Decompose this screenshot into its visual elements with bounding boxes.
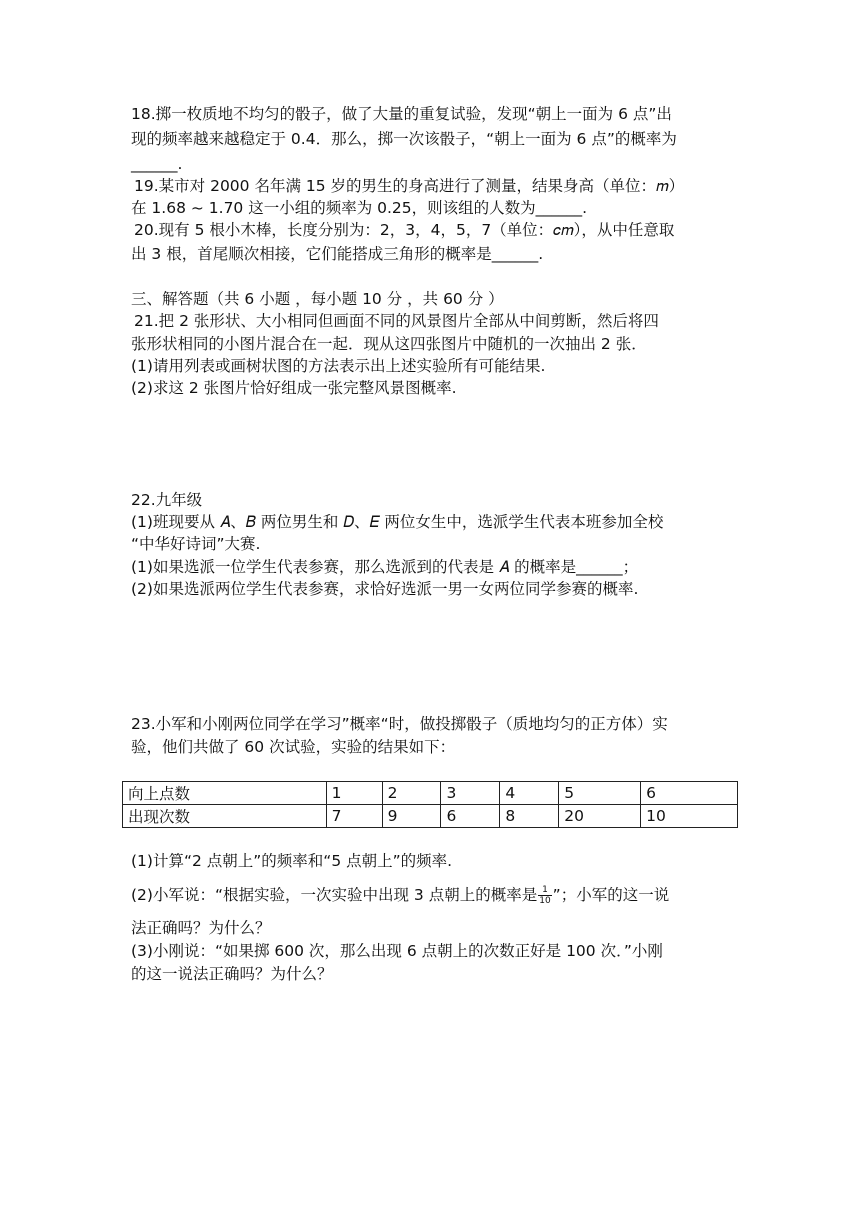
q22-title: 22.九年级: [131, 491, 203, 509]
row-header-counts: 出现次数: [123, 805, 327, 828]
q21-part-1: (1)请用列表或画树状图的方法表示出上述实验所有可能结果.: [131, 357, 546, 375]
table-cell-point: 1: [326, 782, 382, 805]
fraction-numerator: 1: [538, 885, 551, 896]
table-cell-count: 20: [559, 805, 641, 828]
q18-line-2: 现的频率越来越稳定于 0.4．那么，掷一次该骰子，“朝上一面为 6 点”的概率为: [131, 130, 677, 148]
q19-line-1: 19.某市对 2000 名年满 15 岁的男生的身高进行了测量，结果身高（单位：𝑚）: [134, 177, 685, 195]
q23-part-1: (1)计算“2 点朝上”的频率和“5 点朝上”的频率.: [131, 852, 453, 870]
table-cell-point: 6: [641, 782, 738, 805]
q23-part-3-line-1: (3)小刚说：“如果掷 600 次，那么出现 6 点朝上的次数正好是 100 次．”小刚: [131, 942, 663, 960]
q23-part-2-text-before: (2)小军说：“根据实验，一次实验中出现 3 点朝上的概率是: [131, 886, 538, 904]
q22-line-2: “中华好诗词”大赛.: [131, 535, 261, 553]
section-3-heading: 三、解答题（共 6 小题 ，每小题 10 分 ，共 60 分 ）: [131, 290, 504, 308]
table-cell-count: 10: [641, 805, 738, 828]
table-cell-point: 2: [382, 782, 441, 805]
table-row-counts: [123, 805, 738, 828]
table-cell-count: 6: [441, 805, 500, 828]
q23-part-2-text-after: ”；小军的这一说: [552, 886, 670, 904]
q19-line-2: 在 1.68 ~ 1.70 这一小组的频率为 0.25，则该组的人数为______.: [131, 199, 588, 217]
q23-line-1: 23.小军和小刚两位同学在学习”概率“时，做投掷骰子（质地均匀的正方体）实: [131, 715, 668, 733]
row-header-points: 向上点数: [123, 782, 327, 805]
q21-line-2: 张形状相同的小图片混合在一起．现从这四张图片中随机的一次抽出 2 张．: [131, 335, 647, 353]
q23-part-2-line-1: [131, 884, 669, 906]
q20-line-2: 出 3 根，首尾顺次相接，它们能搭成三角形的概率是______.: [131, 245, 544, 263]
dice-results-table: [122, 781, 738, 828]
fraction-denominator: 10: [539, 896, 551, 906]
q22-part-2: (2)如果选派两位学生代表参赛，求恰好选派一男一女两位同学参赛的概率.: [131, 580, 639, 598]
q22-part-1: (1)如果选派一位学生代表参赛，那么选派到的代表是 𝐴 的概率是______；: [131, 558, 639, 576]
q22-line-1: (1)班现要从 𝐴、𝐵 两位男生和 𝐷、𝐸 两位女生中，选派学生代表本班参加全校: [131, 513, 664, 531]
table-row-points: [123, 782, 738, 805]
fraction-one-tenth: [538, 885, 551, 906]
table-cell-point: 5: [559, 782, 641, 805]
q23-line-2: 验，他们共做了 60 次试验，实验的结果如下：: [131, 738, 456, 756]
q21-line-1: 21.把 2 张形状、大小相同但画面不同的风景图片全部从中间剪断，然后将四: [134, 312, 659, 330]
q23-part-3-line-2: 的这一说法正确吗？为什么？: [131, 965, 333, 983]
q18-line-1: 18.掷一枚质地不均匀的骰子，做了大量的重复试验，发现“朝上一面为 6 点”出: [131, 105, 672, 123]
q20-line-1: 20.现有 5 根小木棒，长度分别为：2，3，4，5，7（单位：𝑐𝑚），从中任意取: [134, 221, 675, 239]
table-cell-count: 8: [500, 805, 559, 828]
q21-part-2: (2)求这 2 张图片恰好组成一张完整风景图概率.: [131, 379, 457, 397]
q23-part-2-line-2: 法正确吗？为什么？: [131, 919, 271, 937]
table-cell-count: 9: [382, 805, 441, 828]
table-cell-point: 3: [441, 782, 500, 805]
q18-answer-blank: ______.: [131, 155, 183, 173]
table-cell-point: 4: [500, 782, 559, 805]
table-cell-count: 7: [326, 805, 382, 828]
